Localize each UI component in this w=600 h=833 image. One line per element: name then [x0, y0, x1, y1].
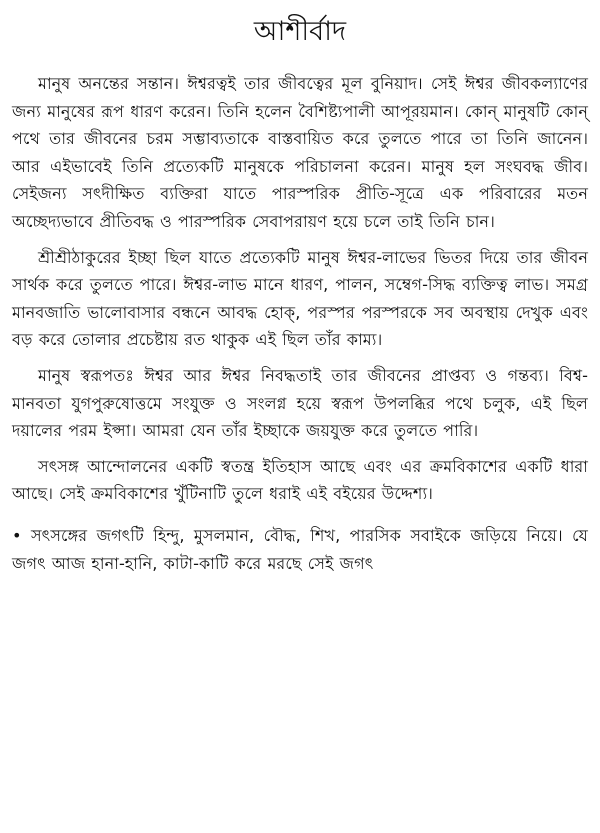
paragraph-2: শ্রীশ্রীঠাকুরের ইচ্ছা ছিল যাতে প্রত্যেকটি মানুষ ঈশ্বর-লাভের ভিতর দিয়ে তার জীবন সার্থক করে তুলতে পারে। ঈশ্বর-লাভ মানে ধারণ, পালন, সম্বেগ-সিদ্ধ ব্যক্তিত্ব লাভ। সমগ্র মানবজাতি ভালোবাসার বন্ধনে আবদ্ধ হোক্, পরস্পর পরস্পরকে সব অবস্থায় দেখুক এবং বড় করে তোলার প্রচেষ্টায় রত থাকুক এই ছিল তাঁর কাম্য। — [12, 247, 588, 350]
paragraph-1: মানুষ অনন্তের সন্তান। ঈশ্বরত্বই তার জীবত্বের মূল বুনিয়াদ। সেই ঈশ্বর জীবকল্যাণের জন্য মানুষের রূপ ধারণ করেন। তিনি হলেন বৈশিষ্ট্যপালী আপূরয়মান। কোন্ মানুষটি কোন্ পথে তার জীবনের চরম সম্ভাব্যতাকে বাস্তবায়িত করে তুলতে পারে তা তিনি জানেন। আর এইভাবেই তিনি প্রত্যেকটি মানুষকে পরিচালনা করেন। মানুষ হল সংঘবদ্ধ জীব। সেইজন্য সৎদীক্ষিত ব্যক্তিরা যাতে পারস্পরিক প্রীতি-সূত্রে এক পরিবারের মতন অচ্ছেদ্যভাবে প্রীতিবদ্ধ ও পারস্পরিক সেবাপরায়ণ হয়ে চলে তাই তিনি চান। — [12, 74, 588, 231]
document-title: আশীর্বাদ — [253, 16, 347, 47]
paragraph-4: সৎসঙ্গ আন্দোলনের একটি স্বতন্ত্র ইতিহাস আছে এবং এর ক্রমবিকাশের একটি ধারা আছে। সেই ক্রমবিকাশের খুঁটিনাটি তুলে ধরাই এই বইয়ের উদ্দেশ্য। — [12, 456, 588, 504]
paragraph-3: মানুষ স্বরূপতঃ ঈশ্বর আর ঈশ্বর নিবদ্ধতাই তার জীবনের প্রাপ্তব্য ও গন্তব্য। বিশ্ব-মানবতা যুগপুরুষোত্তমে সংযুক্ত ও সংলগ্ন হয়ে স্বরূপ উপলব্ধির পথে চলুক, এই ছিল দয়ালের পরম ইপ্সা। আমরা যেন তাঁর ইচ্ছাকে জয়যুক্ত করে তুলতে পারি। — [12, 365, 588, 441]
paragraph-5: • সৎসঙ্গের জগৎটি হিন্দু, মুসলমান, বৌদ্ধ, শিখ, পারসিক সবাইকে জড়িয়ে নিয়ে। যে জগৎ আজ হানা-হানি, কাটা-কাটি করে মরছে সেই জগৎ — [12, 525, 588, 573]
